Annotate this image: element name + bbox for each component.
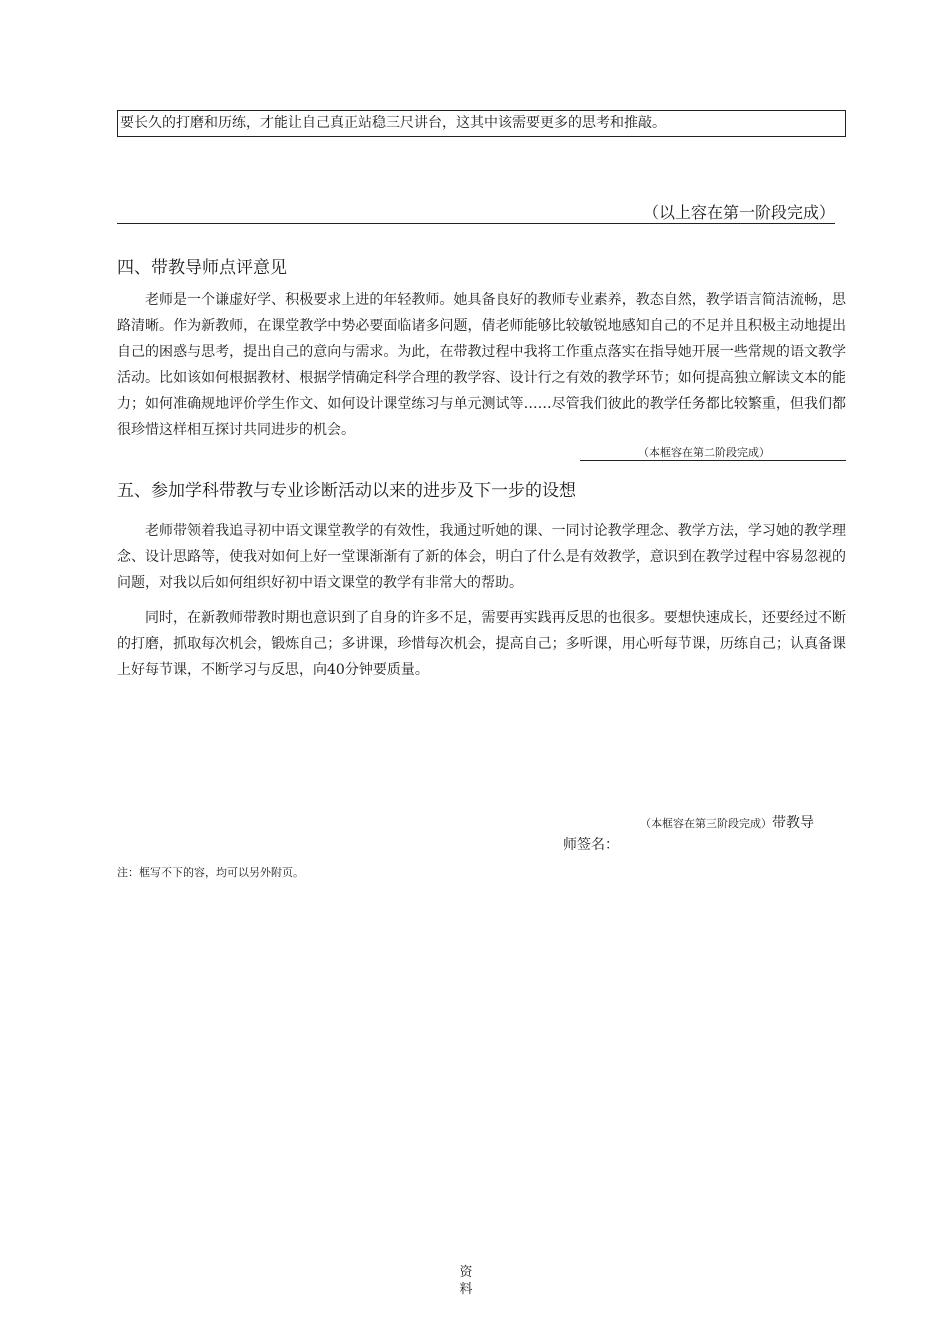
stage3-completion-note: （本框容在第三阶段完成） [640, 817, 772, 830]
section5-heading: 五、参加学科带教与专业诊断活动以来的进步及下一步的设想 [117, 481, 576, 501]
section5-paragraph-1: 老师带领着我追寻初中语文课堂教学的有效性，我通过听她的课、一同讨论教学理念、教学方法，学习她的教学理念、设计思路等，使我对如何上好一堂课渐渐有了新的体会，明白了什么是有效教学，意识到在教学过程中容易忽视的问题，对我以后如何组织好初中语文课堂的教学有非常大的帮助。 [117, 523, 846, 591]
footer-char-2: 料 [459, 1282, 473, 1297]
stage2-completion-note: （本框容在第二阶段完成） [580, 446, 846, 461]
footer-char-1: 资 [459, 1265, 473, 1280]
footnote: 注：框写不下的容，均可以另外附页。 [117, 866, 304, 879]
stage3-completion-line [640, 815, 814, 832]
stage1-completion-note: （以上容在第一阶段完成） [117, 204, 835, 224]
signature-label-part1: 带教导 [772, 815, 814, 831]
previous-section-text: 要长久的打磨和历练，才能让自己真正站稳三尺讲台，这其中该需要更多的思考和推敲。 [120, 115, 666, 131]
section4-paragraph: 老师是一个谦虚好学、积极要求上进的年轻教师。她具备良好的教师专业素养，教态自然，教学语言简洁流畅，思路清晰。作为新教师，在课堂教学中势必要面临诸多问题，倩老师能够比较敏锐地感知自己的不足并且积极主动地提出自己的困惑与思考，提出自己的意向与需求。为此，在带教过程中我将工作重点落实在指导她开展一些常规的语文教学活动。比如该如何根据教材、根据学情确定科学合理的教学容、设计行之有效的教学环节；如何提高独立解读文本的能力；如何准确规地评价学生作文、如何设计课堂练习与单元测试等……尽管我们彼此的教学任务都比较繁重，但我们都很珍惜这样相互探讨共同进步的机会。 [117, 292, 846, 438]
previous-section-box [117, 110, 846, 137]
section4-heading: 四、带教导师点评意见 [117, 258, 287, 278]
signature-label-part2: 师签名： [563, 837, 619, 853]
section5-paragraph-2: 同时，在新教师带教时期也意识到了自身的许多不足，需要再实践再反思的也很多。要想快速成长，还要经过不断的打磨，抓取每次机会，锻炼自己；多讲课，珍惜每次机会，提高自己；多听课，用心听每节课，历练自己；认真备课上好每节课，不断学习与反思，向40分钟要质量。 [117, 610, 846, 678]
